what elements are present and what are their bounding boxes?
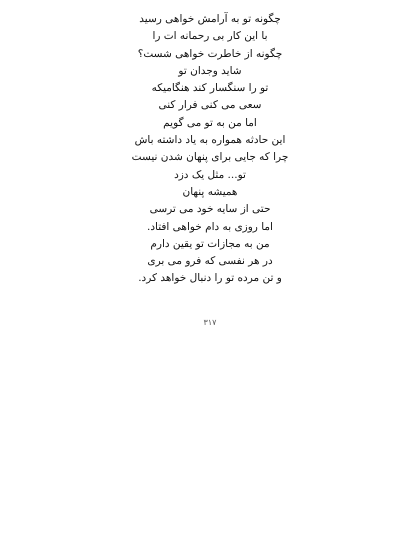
poem-line: اما من به تو می گویم bbox=[163, 116, 257, 129]
poem-block bbox=[90, 11, 330, 288]
poem-line: همیشه پنهان bbox=[182, 185, 238, 198]
page-number: ۳۱۷ bbox=[203, 318, 217, 327]
poem-line: چگونه تو به آرامش خواهی رسید bbox=[139, 13, 281, 25]
poem-line: و تن مرده تو را دنبال خواهد کرد. bbox=[138, 272, 282, 285]
poem-line: سعی می کنی فرار کنی bbox=[158, 99, 262, 112]
poem-line: اما روزی به دام خواهی افتاد. bbox=[147, 220, 273, 233]
poem-line: چرا که جایی برای پنهان شدن نیست bbox=[131, 151, 289, 164]
poem-line: من به مجازات تو یقین دارم bbox=[150, 237, 270, 250]
poem-line: حتی از سایه خود می ترسی bbox=[149, 203, 271, 216]
poem-line: در هر نفسی که فرو می بری bbox=[147, 255, 273, 268]
poem-line: با این کار بی رحمانه ات را bbox=[152, 30, 268, 43]
poem-line: چگونه از خاطرت خواهی شست؟ bbox=[137, 47, 283, 60]
poem-line: شاید وجدان تو bbox=[178, 64, 242, 77]
poem-line: این حادثه همواره به یاد داشته باش bbox=[134, 134, 286, 147]
poem-line: تو را سنگسار کند هنگامیکه bbox=[151, 82, 269, 95]
poem-line: تو... مثل یک دزد bbox=[174, 168, 246, 181]
